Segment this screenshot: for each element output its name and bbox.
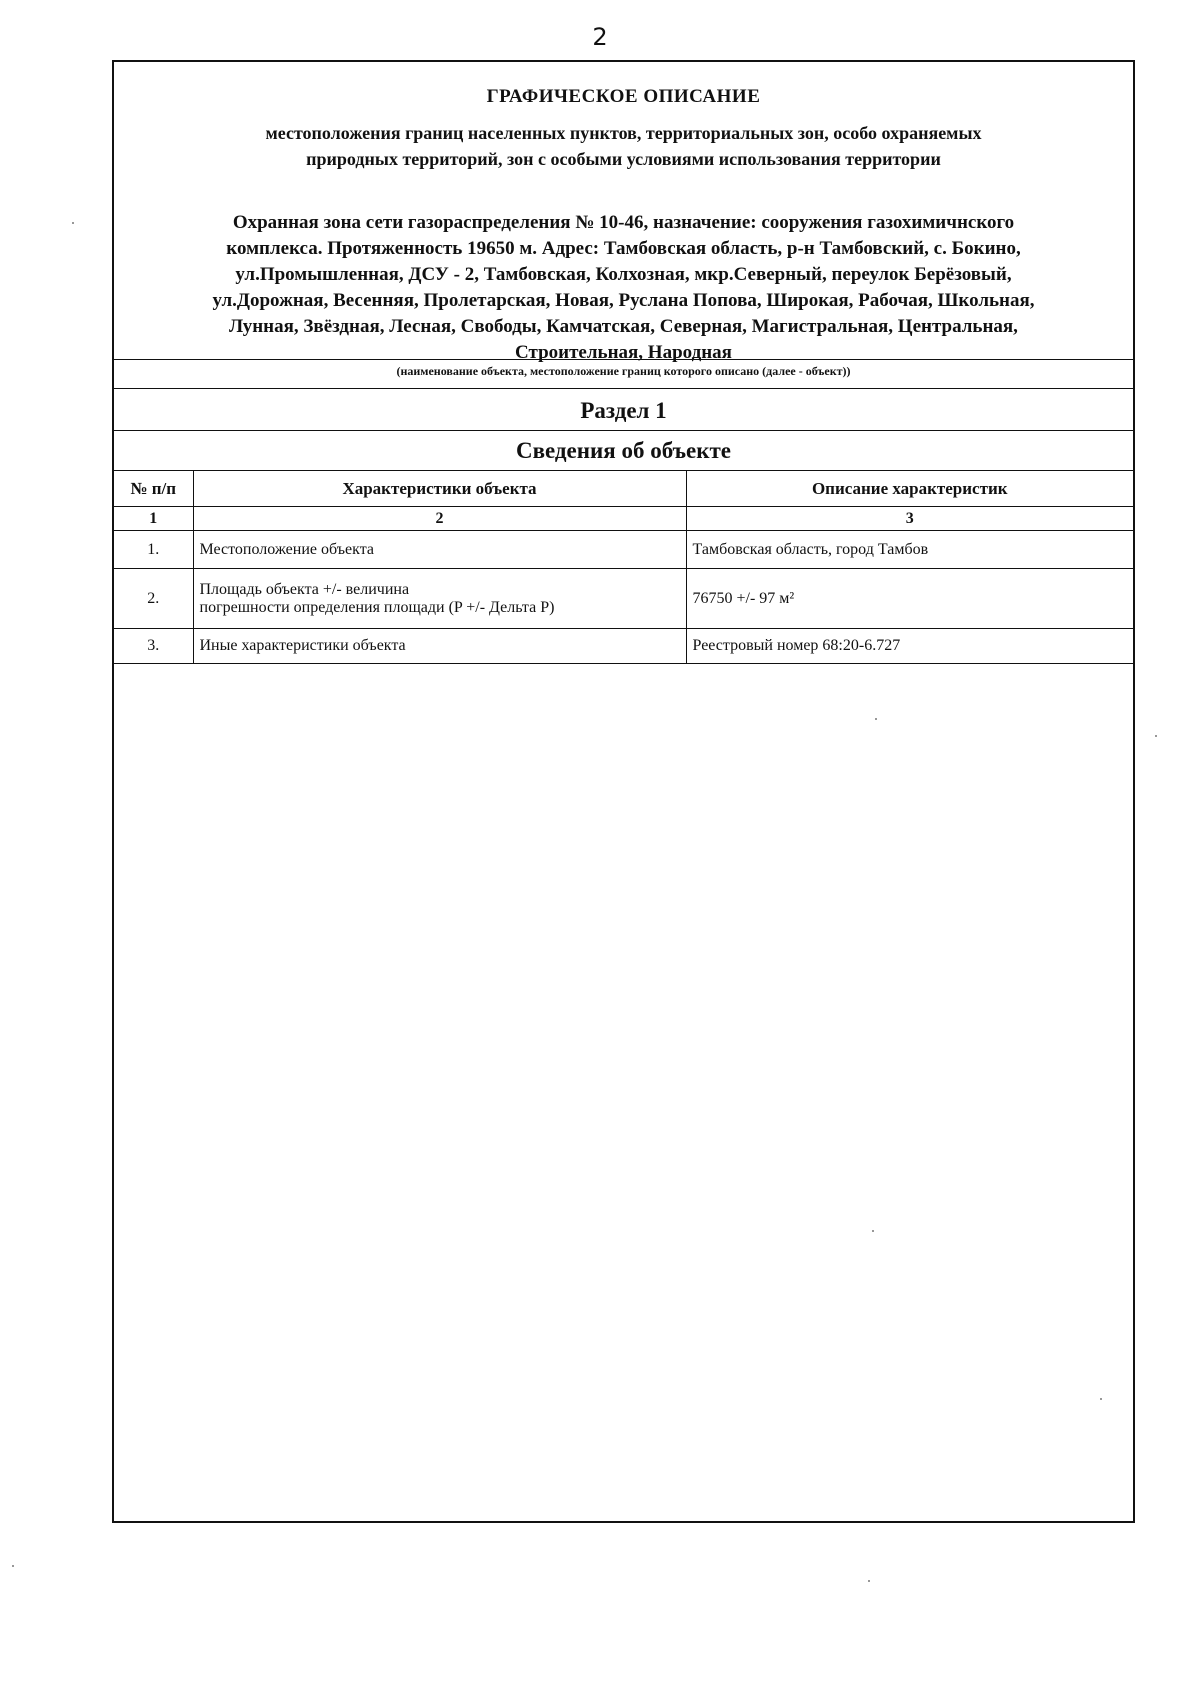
- row-description: Тамбовская область, город Тамбов: [686, 531, 1133, 569]
- column-number: 1: [114, 507, 193, 531]
- object-name: [136, 210, 1111, 366]
- scan-speck: [72, 222, 74, 224]
- table-row: [114, 531, 1133, 569]
- object-name-line: ул.Промышленная, ДСУ - 2, Тамбовская, Колхозная, мкр.Северный, переулок Берёзовый,: [235, 264, 1012, 285]
- document-frame: [112, 60, 1135, 1523]
- row-characteristic: [193, 629, 686, 664]
- object-name-line: комплекса. Протяженность 19650 м. Адрес: Тамбовская область, р-н Тамбовский, с. Бокино,: [226, 238, 1021, 259]
- scan-speck: [1155, 735, 1157, 737]
- row-number: 2.: [114, 569, 193, 629]
- scan-speck: [1100, 1398, 1102, 1400]
- row-description: Реестровый номер 68:20-6.727: [686, 629, 1133, 664]
- column-header-description: Описание характеристик: [686, 471, 1133, 507]
- section-title: Раздел 1: [580, 398, 667, 423]
- object-name-line: Охранная зона сети газораспределения № 10-46, назначение: сооружения газохимичнского: [232, 212, 1015, 233]
- row-characteristic-line: Иные характеристики объекта: [199, 637, 406, 654]
- divider: [114, 388, 1133, 389]
- document-subtitle: [154, 120, 1093, 172]
- divider: [114, 430, 1133, 431]
- document-header: [114, 62, 1133, 363]
- column-header-characteristic: Характеристики объекта: [193, 471, 686, 507]
- subtitle-line: природных территорий, зон с особыми условиями использования территории: [306, 149, 941, 169]
- scan-speck: [868, 1580, 870, 1582]
- table-header-row: [114, 471, 1133, 507]
- row-description: 76750 +/- 97 м²: [686, 569, 1133, 629]
- object-caption: (наименование объекта, местоположение границ которого описано (далее - объект)): [396, 364, 851, 378]
- subtitle-line: местоположения границ населенных пунктов, территориальных зон, особо охраняемых: [265, 123, 982, 143]
- table-row: [114, 569, 1133, 629]
- table-row: [114, 629, 1133, 664]
- object-name-line: ул.Дорожная, Весенняя, Пролетарская, Новая, Руслана Попова, Широкая, Рабочая, Школьная,: [212, 290, 1035, 311]
- column-number: 2: [193, 507, 686, 531]
- row-number: 3.: [114, 629, 193, 664]
- row-number: 1.: [114, 531, 193, 569]
- column-number-row: [114, 507, 1133, 531]
- row-characteristic-line: погрешности определения площади (P +/- Дельта P): [199, 598, 555, 616]
- object-info-table: [114, 470, 1133, 664]
- object-name-line: Строительная, Народная: [515, 342, 732, 363]
- row-characteristic-line: Местоположение объекта: [199, 540, 374, 558]
- scan-speck: [875, 718, 877, 720]
- row-characteristic-line: Площадь объекта +/- величина: [199, 580, 410, 598]
- section-subtitle: Сведения об объекте: [515, 438, 732, 463]
- row-characteristic: [193, 531, 686, 569]
- divider: [114, 359, 1133, 360]
- row-characteristic: [193, 569, 686, 629]
- scan-speck: [872, 1230, 874, 1232]
- scan-speck: [12, 1565, 14, 1567]
- object-name-line: Лунная, Звёздная, Лесная, Свободы, Камчатская, Северная, Магистральная, Центральная,: [229, 316, 1018, 337]
- document-title: ГРАФИЧЕСКОЕ ОПИСАНИЕ: [486, 86, 761, 107]
- column-header-number: № п/п: [114, 471, 193, 507]
- page-number: 2: [592, 23, 608, 51]
- column-number: 3: [686, 507, 1133, 531]
